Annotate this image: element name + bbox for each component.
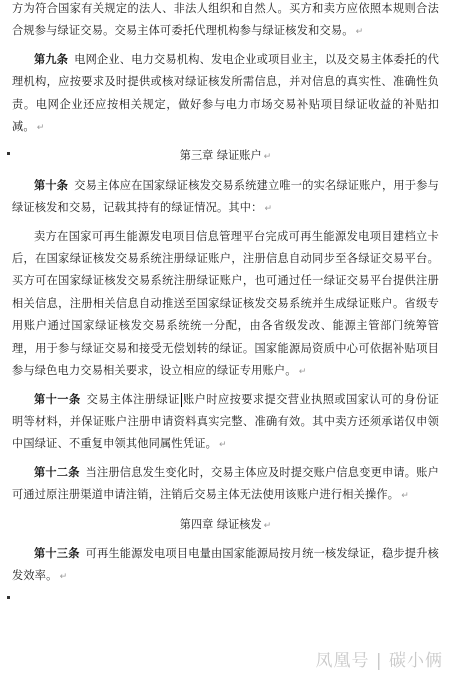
article-text: 当注册信息发生变化时，交易主体应及时提交账户信息变更申请。账户可通过原注册渠道申请注销，注销后交易主体无法使用该账户进行相关操作。 bbox=[12, 465, 439, 502]
paragraph-bullet-marker bbox=[7, 152, 10, 155]
paragraph-mark: ↵ bbox=[36, 123, 45, 134]
article-13 bbox=[12, 543, 439, 589]
paragraph-mark: ↵ bbox=[264, 204, 273, 215]
paragraph-mark: ↵ bbox=[298, 367, 307, 378]
article-text: 交易主体应在国家绿证核发交易系统建立唯一的实名绿证账户，用于参与绿证核发和交易，记载其持有的绿证情况。其中： bbox=[12, 178, 439, 215]
article-number: 第九条 bbox=[34, 52, 69, 66]
chapter-4-heading bbox=[12, 514, 439, 537]
article-text: 电网企业、电力交易机构、发电企业或项目业主，以及交易主体委托的代理机构，应按要求及时提供或核对绿证核发所需信息，并对信息的真实性、准确性负责。电网企业还应按相关规定，做好参与电力市场交易补贴项目绿证收益的补贴扣减。 bbox=[12, 52, 439, 134]
watermark: 凤凰号 | 碳小俩 bbox=[315, 651, 443, 671]
article-number: 第十三条 bbox=[34, 546, 80, 560]
article-number: 第十条 bbox=[34, 178, 69, 192]
paragraph-mark: ↵ bbox=[263, 520, 272, 531]
paragraph-text: 卖方在国家可再生能源发电项目信息管理平台完成可再生能源发电项目建档立卡后，在国家绿证核发交易系统注册绿证账户，注册信息自动同步至各绿证交易平台。买方可在国家绿证核发交易系统注册绿证账户，也可通过任一绿证交易平台提供注册相关信息，注册相关信息自动推送至国家绿证核发交易系统并生成绿证账户。省级专用账户通过国家绿证核发交易系统统一分配，由各省级发改、能源主管部门统筹管理，用于参与绿证交易和接受无偿划转的绿证。国家能源局资质中心可依据补贴项目参与绿色电力交易相关要求，设立相应的绿证专用账户。 bbox=[12, 229, 439, 378]
article-10-detail bbox=[12, 226, 439, 384]
article-11 bbox=[12, 389, 439, 457]
paragraph-mark: ↵ bbox=[401, 491, 409, 502]
paragraph-mark: ↵ bbox=[263, 152, 272, 163]
paragraph-text: 方为符合国家有关规定的法人、非法人组织和自然人。买方和卖方应依照本规则合法合规参与绿证交易。交易主体可委托代理机构参与绿证核发和交易。 bbox=[12, 2, 439, 38]
article-number: 第十二条 bbox=[34, 465, 80, 479]
article-9 bbox=[12, 49, 439, 140]
article-number: 第十一条 bbox=[34, 392, 81, 406]
paragraph-mark: ↵ bbox=[59, 572, 68, 583]
chapter-3-heading bbox=[12, 145, 439, 168]
article-12 bbox=[12, 462, 439, 508]
chapter-title: 第三章 绿证账户 bbox=[179, 149, 262, 163]
text-cursor bbox=[181, 393, 182, 407]
article-10 bbox=[12, 175, 439, 221]
paragraph-mark: ↵ bbox=[355, 27, 364, 38]
article-text: 账户时应按要求提交营业执照或国家认可的身份证明等材料，并保证账户注册申请资料真实完整、准确有效。其中卖方还须承诺仅申领中国绿证、不重复申领其他同属性凭证。 bbox=[12, 392, 439, 451]
chapter-title: 第四章 绿证核发 bbox=[179, 517, 262, 531]
article-text: 可再生能源发电项目电量由国家能源局按月统一核发绿证，稳步提升核发效率。 bbox=[12, 546, 439, 583]
paragraph-bullet-marker bbox=[7, 596, 10, 599]
paragraph-continuation bbox=[12, 0, 439, 44]
paragraph-mark: ↵ bbox=[218, 440, 227, 451]
article-text: 交易主体注册绿证 bbox=[86, 392, 180, 406]
